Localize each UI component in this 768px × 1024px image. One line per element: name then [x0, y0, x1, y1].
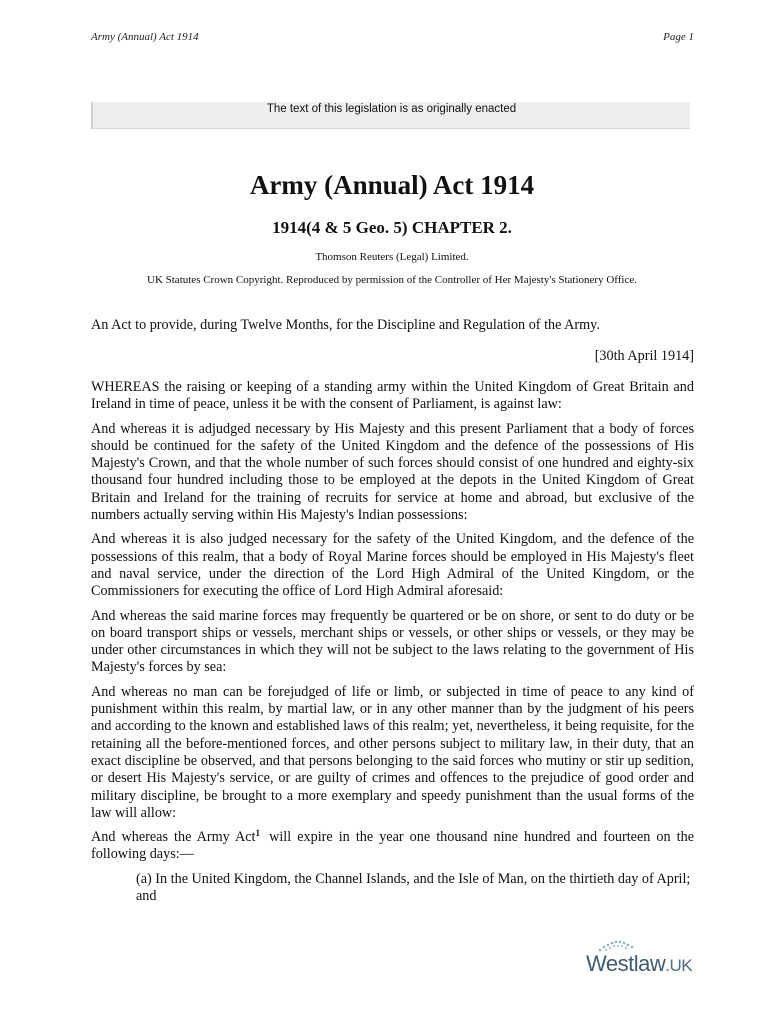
logo-name: Westlaw: [586, 951, 666, 976]
enactment-date: [30th April 1914]: [594, 348, 694, 364]
publisher-line: Thomson Reuters (Legal) Limited.: [315, 251, 469, 263]
preamble-paragraph: And whereas no man can be forejudged of life or limb, or subjected in time of peace to any kind of punishment within this realm, by martial law, or in any other manner than by the judgment of his peers and according to the known and established laws of this realm; yet, nevertheless, it being requisite, for the retaining all the before-mentioned forces, and other persons subject to military law, in their duty, that an exact discipline be observed, and that persons belonging to the said forces who mutiny or stir up sedition, or desert His Majesty's service, or are guilty of crimes and offences to the prejudice of good order and military discipline, be brought to a more exemplary and speedy punishment than the usual forms of the law will allow:: [91, 683, 694, 821]
army-act-text-after: will expire in the year one thousand nine hundred and fourteen on the following days:—: [91, 829, 695, 863]
header-page-number: Page 1: [663, 31, 694, 43]
long-title: An Act to provide, during Twelve Months, for the Discipline and Regulation of the Army.: [91, 317, 600, 333]
army-act-text-before: And whereas the Army Act: [91, 829, 256, 846]
document-title: Army (Annual) Act 1914: [249, 170, 535, 200]
army-act-paragraph: [91, 829, 694, 864]
footnote-reference[interactable]: 1: [255, 828, 261, 839]
preamble-paragraph: And whereas it is adjudged necessary by His Majesty and this present Parliament that a body of forces should be continued for the safety of the United Kingdom and the defence of the possessions of His Majesty's Crown, and that the whole number of such forces should consist of one hundred and eighty-six thousand four hundred including those to be employed at the depots in the United Kingdom of Great Britain and Ireland for the training of recruits for service at home and abroad, but exclusive of the numbers actually serving within His Majesty's Indian possessions:: [91, 420, 694, 524]
sub-item-a: (a) In the United Kingdom, the Channel Islands, and the Isle of Man, on the thirtieth day of April; and: [136, 870, 691, 905]
westlaw-logo: [586, 951, 696, 981]
westlaw-logo-text: [586, 951, 692, 977]
preamble: [91, 379, 694, 912]
document-chapter: 1914(4 & 5 Geo. 5) CHAPTER 2.: [272, 218, 512, 237]
preamble-paragraph: And whereas the said marine forces may frequently be quartered or be on shore, or sent to do duty or be on board transport ships or vessels, merchant ships or vessels, or other ships or vessels, or they may be under other circumstances in which they will not be subject to the laws relating to the government of His Majesty's forces by sea:: [91, 607, 694, 676]
logo-suffix: .UK: [665, 956, 693, 975]
header-act-title: Army (Annual) Act 1914: [91, 31, 199, 43]
preamble-paragraph: And whereas it is also judged necessary for the safety of the United Kingdom, and the defence of the possessions of this realm, that a body of Royal Marine forces should be employed in His Majesty's fleet and naval service, under the direction of the Lord High Admiral of the United Kingdom, or the Commissioners for executing the office of Lord High Admiral aforesaid:: [91, 531, 694, 600]
legislation-status-notice: The text of this legislation is as originally enacted: [91, 102, 690, 129]
preamble-paragraph: WHEREAS the raising or keeping of a standing army within the United Kingdom of Great Britain and Ireland in time of peace, unless it be with the consent of Parliament, is against law:: [91, 379, 694, 413]
copyright-line: UK Statutes Crown Copyright. Reproduced by permission of the Controller of Her Majesty's Stationery Office.: [147, 274, 637, 286]
